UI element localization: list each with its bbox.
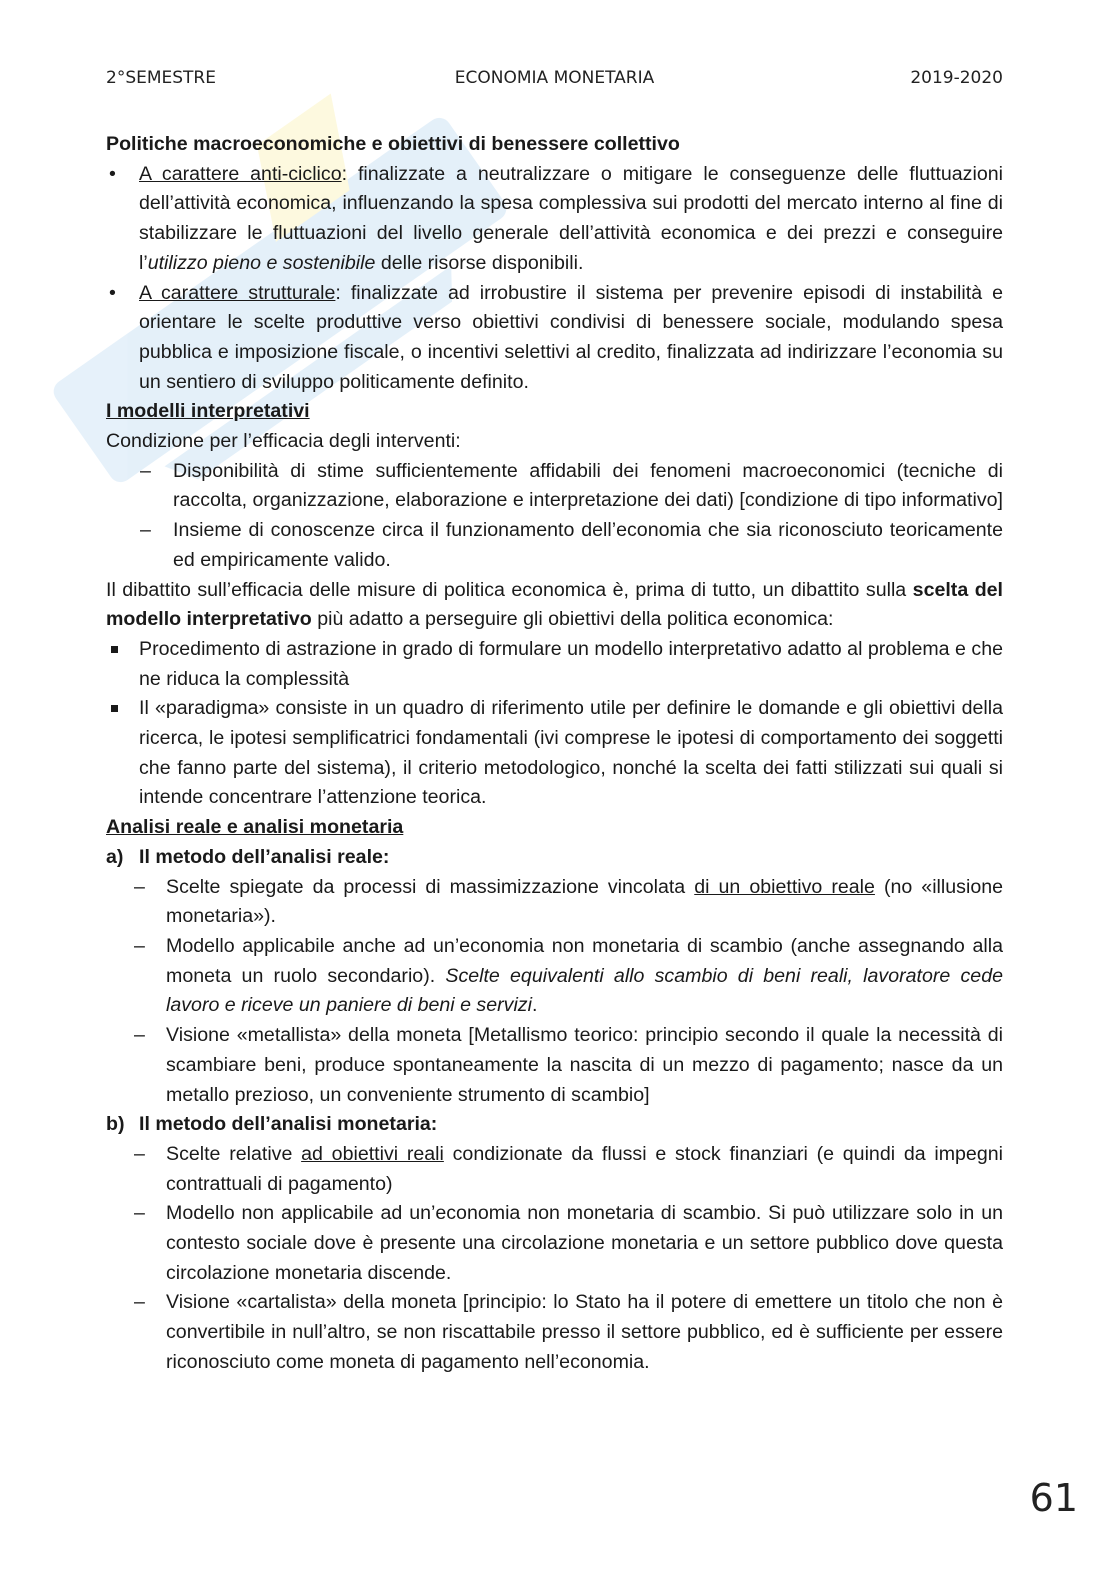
list-item: – Disponibilità di stime sufficientemente affidabili dei fenomeni macroeconomici (tecniche di raccolta, organizzazione, elaborazione e interpretazione dei dati) [condizione di tipo informativo]: [106, 457, 1003, 516]
header-year: 2019-2020: [910, 68, 1003, 88]
paragraph-dibattito: Il dibattito sull’efficacia delle misure di politica economica è, prima di tutto, un dibattito sulla scelta del modello interpretativo più adatto a perseguire gli obiettivi della politica economica:: [106, 578, 1003, 631]
header-semester: 2°SEMESTRE: [106, 68, 216, 88]
model-list: [106, 635, 1003, 813]
list-item: Il «paradigma» consiste in un quadro di riferimento utile per definire le domande e gli obiettivi della ricerca, le ipotesi semplificatrici fondamentali (ivi comprese le ipotesi di comportamento dei soggetti che fanno parte del sistema), il criterio metodologico, nonché la scelta dei fatti stilizzati sui quali si intende concentrare l’attenzione teorica.: [106, 694, 1003, 813]
section-title-politiche: Politiche macroeconomiche e obiettivi di benessere collettivo: [106, 133, 680, 155]
subsection-analisi-monetaria: b) Il metodo dell’analisi monetaria:: [106, 1113, 438, 1136]
conditions-list: [106, 457, 1003, 576]
intro-text: Condizione per l’efficacia degli interventi:: [106, 430, 461, 453]
list-item: – Scelte relative ad obiettivi reali condizionate da flussi e stock finanziari (e quindi da impegni contrattuali di pagamento): [106, 1140, 1003, 1199]
list-item: – Modello applicabile anche ad un’economia non monetaria di scambio (anche assegnando alla moneta un ruolo secondario). Scelte equivalenti allo scambio di beni reali, lavoratore cede lavoro e riceve un paniere di beni e servizi.: [106, 932, 1003, 1021]
policy-list: [106, 160, 1003, 398]
list-item: – Visione «cartalista» della moneta [principio: lo Stato ha il potere di emettere un titolo che non è convertibile in null’altro, se non riscattabile presso il settore pubblico, ed è sufficiente per essere riconosciuto come moneta di pagamento nell’economia.: [106, 1288, 1003, 1377]
header-course: ECONOMIA MONETARIA: [454, 68, 655, 88]
page-header: [106, 68, 1003, 92]
list-item: – Modello non applicabile ad un’economia non monetaria di scambio. Si può utilizzare solo in un contesto sociale dove è presente una circolazione monetaria e un settore pubblico dove questa circolazione monetaria discende.: [106, 1199, 1003, 1288]
real-analysis-list: [106, 873, 1003, 1111]
list-item: • A carattere anti-ciclico: finalizzate a neutralizzare o mitigare le conseguenze delle fluttuazioni dell’attività economica, influenzando la spesa complessiva sui prodotti del mercato interno al fine di stabilizzare le fluttuazioni del livello generale dell’attività economica e dei prezzi e conseguire l’utilizzo pieno e sostenibile delle risorse disponibili.: [106, 160, 1003, 279]
list-item: – Visione «metallista» della moneta [Metallismo teorico: principio secondo il quale la necessità di scambiare beni, produce spontaneamente la nascita di un mezzo di pagamento; nasce da un metallo prezioso, un conveniente strumento di scambio]: [106, 1021, 1003, 1110]
page-content: [106, 130, 1003, 1378]
section-title-analisi: Analisi reale e analisi monetaria: [106, 816, 404, 839]
list-item: – Insieme di conoscenze circa il funzionamento dell’economia che sia riconosciuto teoricamente ed empiricamente valido.: [106, 516, 1003, 575]
subsection-analisi-reale: a) Il metodo dell’analisi reale:: [106, 845, 390, 868]
section-title-modelli: I modelli interpretativi: [106, 400, 310, 423]
monetary-analysis-list: [106, 1140, 1003, 1378]
list-item: – Scelte spiegate da processi di massimizzazione vincolata di un obiettivo reale (no «illusione monetaria»).: [106, 873, 1003, 932]
list-item: • A carattere strutturale: finalizzate ad irrobustire il sistema per prevenire episodi di instabilità e orientare le scelte produttive verso obiettivi condivisi di benessere sociale, modulando spesa pubblica e imposizione fiscale, o incentivi selettivi al credito, finalizzata ad indirizzare l’economia su un sentiero di sviluppo politicamente definito.: [106, 279, 1003, 398]
list-item: Procedimento di astrazione in grado di formulare un modello interpretativo adatto al problema e che ne riduca la complessità: [106, 635, 1003, 694]
page-number: 61: [1029, 1476, 1078, 1520]
